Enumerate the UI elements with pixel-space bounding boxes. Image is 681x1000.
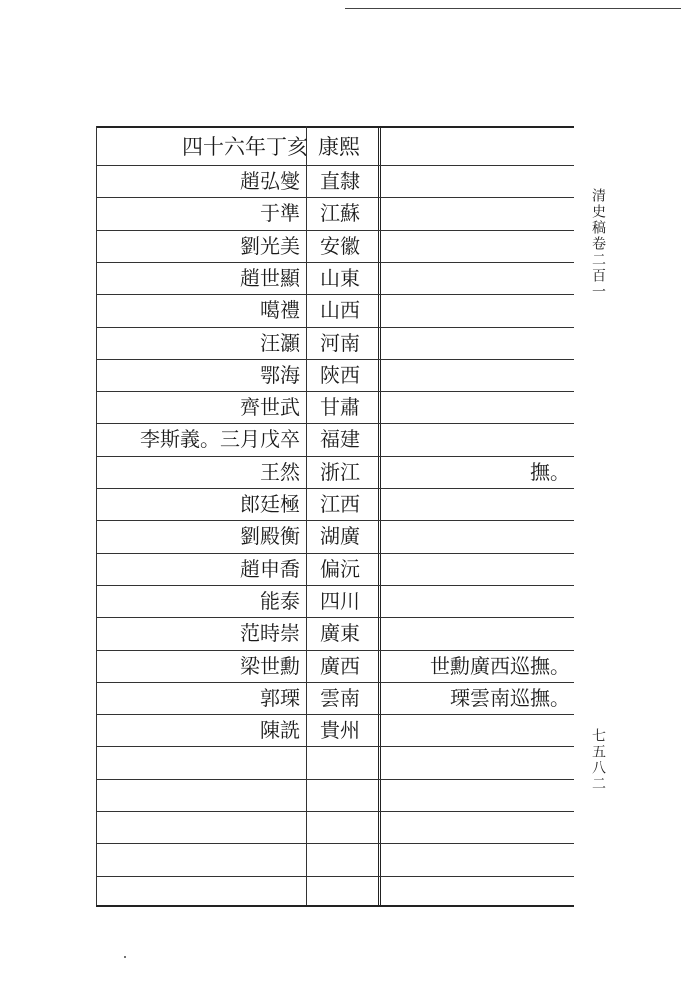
column-rule [378,126,381,905]
volume-title: 清史稿卷二百一 [590,188,606,300]
governor-name: 汪灝 [260,331,300,355]
header-year: 四十六年丁亥 [182,135,308,159]
province-label: 四川 [320,589,360,613]
province-label: 福建 [320,427,360,451]
governor-name: 王然 [260,460,300,484]
office-note [384,392,570,422]
office-note [384,198,570,228]
office-note [384,360,570,390]
governor-name: 劉殿衡 [240,524,300,548]
province-label: 安徽 [320,234,360,258]
governor-name: 于準 [260,201,300,225]
office-note [384,166,570,196]
header-reign: 康熙 [318,135,360,159]
governor-name: 鄂海 [260,363,300,387]
governor-name: 趙世顯 [240,266,300,290]
governor-name: 陳詵 [260,718,300,742]
province-label: 廣東 [320,621,360,645]
governor-name: 能泰 [260,589,300,613]
governor-name: 郭瑮 [260,686,300,710]
province-label: 直隸 [320,169,360,193]
row-rule [96,876,574,877]
province-label: 山東 [320,266,360,290]
province-label: 江蘇 [320,201,360,225]
province-label: 湖廣 [320,524,360,548]
governor-name: 梁世勳 [240,654,300,678]
province-label: 偏沅 [320,557,360,581]
province-label: 河南 [320,331,360,355]
scan-speck [124,956,126,958]
governor-name: 趙申喬 [240,557,300,581]
office-note [384,295,570,325]
top-edge-rule [345,8,681,9]
province-label: 廣西 [320,654,360,678]
page-number: 七五八二 [590,728,606,792]
office-note [384,263,570,293]
row-rule [96,811,574,812]
office-note [384,424,570,454]
row-rule [96,126,574,128]
office-note [384,521,570,551]
governor-name: 郎廷極 [240,492,300,516]
office-note: 瑮雲南巡撫。 [450,686,570,710]
governor-name: 齊世武 [240,395,300,419]
governor-name: 噶禮 [260,298,300,322]
province-label: 甘肅 [320,395,360,419]
office-note [384,489,570,519]
governor-name: 李斯義。三月戊卒 [140,427,300,451]
office-note: 世勳廣西巡撫。 [430,654,570,678]
province-label: 江西 [320,492,360,516]
province-label: 浙江 [320,460,360,484]
column-rule [96,126,97,905]
office-note [384,554,570,584]
office-note [384,328,570,358]
office-note [384,231,570,261]
governor-name: 趙弘燮 [240,169,300,193]
governor-name: 范時崇 [240,621,300,645]
office-note: 撫。 [530,460,570,484]
row-rule [96,779,574,780]
governor-name: 劉光美 [240,234,300,258]
province-label: 陝西 [320,363,360,387]
province-label: 雲南 [320,686,360,710]
province-label: 山西 [320,298,360,322]
office-note [384,715,570,745]
office-note [384,618,570,648]
column-rule [306,126,307,905]
row-rule [96,746,574,747]
province-label: 貴州 [320,718,360,742]
row-rule [96,905,574,907]
office-note [384,586,570,616]
row-rule [96,843,574,844]
